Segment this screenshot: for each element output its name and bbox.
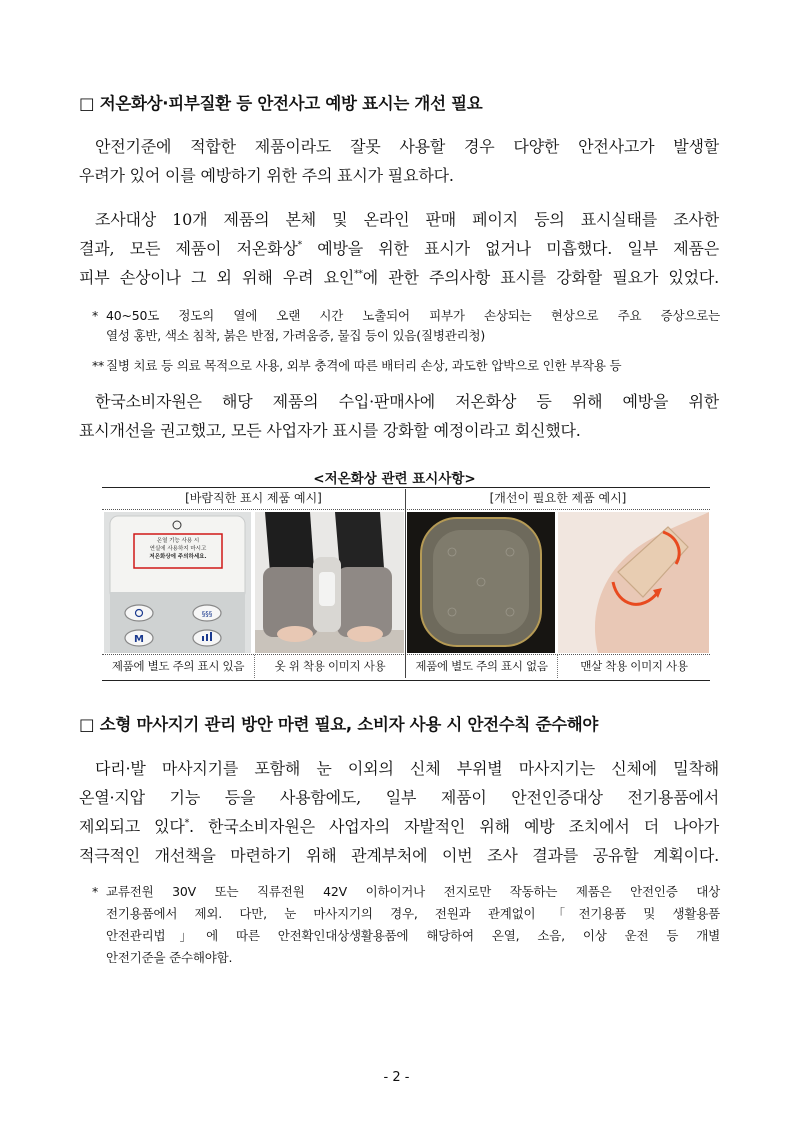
- divider: [102, 654, 710, 655]
- page-number: - 2 -: [383, 1070, 410, 1085]
- paragraph-line: 조사대상 10개 제품의 본체 및 온라인 판매 페이지 등의 표시실태를 조사한: [95, 210, 719, 229]
- footnote-low-temp-burn: * 40~50도 정도의 열에 오랜 시간 노출되어 피부가 손상되는 현상으로 주요 증상으로는 열성 홍반, 색소 침착, 붉은 반점, 가려움증, 물집 등이 있음(질병관리청): [92, 308, 720, 343]
- footnote-mark: *: [92, 884, 99, 899]
- paragraph-line: 안전기준에 적합한 제품이라도 잘못 사용할 경우 다양한 안전사고가 발생할: [95, 137, 719, 156]
- paragraph-survey-results: [79, 205, 719, 292]
- paragraph-line: 피부 손상이나 그 외 위해 우려 요인**에 관한 주의사항 표시를 강화할 필요가 있었다.: [79, 268, 719, 287]
- paragraph-line: 다리·발 마사지기를 포함해 눈 이외의 신체 부위별 마사지기는 신체에 밀착해: [95, 759, 719, 778]
- column-header-bad: [개선이 필요한 제품 예시]: [489, 491, 627, 505]
- figure-title: <저온화상 관련 표시사항>: [313, 471, 476, 487]
- divider: [405, 489, 406, 678]
- caption-good-over-clothes: 옷 위 착용 이미지 사용: [274, 659, 386, 673]
- photo-device-without-warning: [407, 512, 555, 653]
- paragraph-line: 결과, 모든 제품이 저온화상* 예방을 위한 표시가 없거나 미흡했다. 일부 제품은: [79, 239, 719, 258]
- paragraph-line: 우려가 있어 이를 예방하기 위한 주의 표시가 필요하다.: [79, 166, 454, 185]
- photo-worn-on-bare-skin: [558, 512, 709, 653]
- paragraph-line: 제외되고 있다*. 한국소비자원은 사업자의 자발적인 위해 예방 조치에서 더 나아가: [79, 817, 719, 836]
- footnote-mark: **: [92, 358, 105, 373]
- svg-text:§§§: §§§: [201, 610, 213, 618]
- footnote-marker: **: [354, 269, 363, 280]
- divider: [102, 509, 710, 510]
- paragraph-line: 표시개선을 권고했고, 모든 사업자가 표시를 강화할 예정이라고 회신했다.: [79, 421, 581, 440]
- caption-bad-bare-skin: 맨살 착용 이미지 사용: [580, 659, 688, 673]
- section-heading-small-massager: □ 소형 마사지기 관리 방안 마련 필요, 소비자 사용 시 안전수칙 준수해야: [79, 715, 599, 734]
- paragraph-line: 적극적인 개선책을 마련하기 위해 관계부처에 이번 조사 결과를 공유할 계획이다.: [79, 846, 719, 865]
- footnote-marker: *: [184, 818, 189, 829]
- device-label-line: 연실에 사용하지 마시고: [149, 546, 207, 552]
- footnote-other-hazards: ** 질병 치료 등 의료 목적으로 사용, 외부 충격에 따른 배터리 손상, 과도한 압박으로 인한 부작용 등: [92, 356, 720, 376]
- photo-worn-over-clothes: [255, 512, 404, 653]
- column-header-good: [바람직한 표시 제품 예시]: [185, 491, 322, 505]
- paragraph-line: 한국소비자원은 해당 제품의 수입·판매사에 저온화상 등 위해 예방을 위한: [95, 392, 719, 411]
- device-label-line: 저온화상에 주의하세요.: [149, 554, 207, 560]
- paragraph-safety-warning-need: [79, 132, 719, 190]
- paragraph-massager-management: [79, 754, 719, 870]
- footnote-marker: *: [297, 240, 302, 251]
- photo-device-with-warning: [104, 512, 251, 653]
- paragraph-recommendation: [79, 387, 719, 445]
- section-heading-low-temp-burn: □ 저온화상·피부질환 등 안전사고 예방 표시는 개선 필요: [79, 94, 483, 113]
- device-button-m: M: [134, 634, 144, 645]
- footnote-safety-certification: * 교류전원 30V 또는 직류전원 42V 이하이거나 전지로만 작동하는 제품은 안전인증 대상 전기용품에서 제외. 다만, 눈 마사지기의 경우, 전원과 관계없이 「전기용품 및 생활용품 안전관리법」에 따른 안전확인대상생활용품에 해당하여 온열, 소음, 이상 운전 등 개별 안전기준을 준수해야함.: [92, 881, 720, 969]
- footnote-mark: *: [92, 308, 99, 323]
- caption-good-warning-present: 제품에 별도 주의 표시 있음: [111, 659, 245, 673]
- device-label-line: 온열 기능 사용 시: [156, 538, 200, 544]
- caption-bad-warning-absent: 제품에 별도 주의 표시 없음: [415, 659, 548, 673]
- paragraph-line: 온열·지압 기능 등을 사용함에도, 일부 제품이 안전인증대상 전기용품에서: [79, 788, 719, 807]
